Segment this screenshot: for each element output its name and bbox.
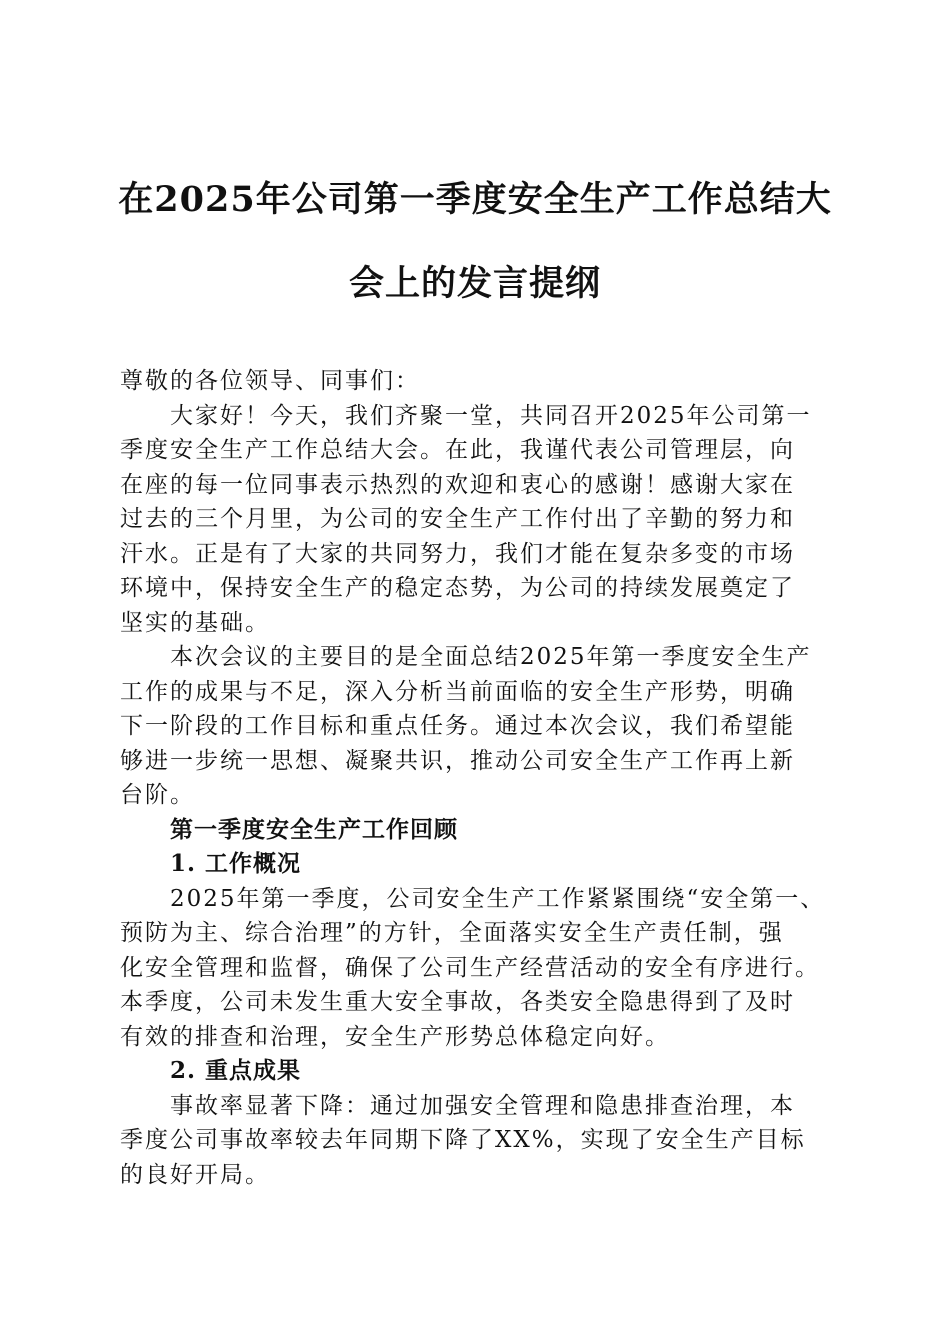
subsection-heading-results: 2. 重点成果	[170, 1057, 302, 1084]
paragraph-line: 事故率显著下降：通过加强安全管理和隐患排查治理，本	[170, 1092, 795, 1119]
section-heading: 第一季度安全生产工作回顾	[170, 815, 458, 843]
paragraph-line: 化安全管理和监督，确保了公司生产经营活动的安全有序进行。	[120, 954, 820, 981]
paragraph-line: 工作的成果与不足，深入分析当前面临的安全生产形势，明确	[120, 678, 795, 705]
paragraph-line: 过去的三个月里，为公司的安全生产工作付出了辛勤的努力和	[120, 506, 795, 532]
document-body	[120, 364, 825, 1192]
paragraph-line: 汗水。正是有了大家的共同努力，我们才能在复杂多变的市场	[120, 540, 795, 567]
paragraph-line: 台阶。	[120, 782, 195, 808]
paragraph-line: 本次会议的主要目的是全面总结2025年第一季度安全生产	[170, 644, 812, 670]
paragraph-purpose	[120, 640, 825, 813]
paragraph-line: 下一阶段的工作目标和重点任务。通过本次会议，我们希望能	[120, 713, 795, 739]
paragraph-line: 在座的每一位同事表示热烈的欢迎和衷心的感谢！感谢大家在	[120, 471, 795, 498]
paragraph-line: 预防为主、综合治理”的方针，全面落实安全生产责任制，强	[120, 920, 784, 946]
document-title	[100, 158, 850, 326]
paragraph-line: 本季度，公司未发生重大安全事故，各类安全隐患得到了及时	[120, 989, 795, 1015]
paragraph-line: 2025年第一季度，公司安全生产工作紧紧围绕“安全第一、	[170, 885, 826, 912]
paragraph-line: 大家好！今天，我们齐聚一堂，共同召开2025年公司第一	[170, 402, 812, 429]
paragraph-line: 环境中，保持安全生产的稳定态势，为公司的持续发展奠定了	[120, 575, 795, 601]
title-line: 会上的发言提纲	[348, 263, 601, 304]
paragraph-line: 季度安全生产工作总结大会。在此，我谨代表公司管理层，向	[120, 437, 795, 463]
paragraph-overview	[120, 882, 825, 1055]
subsection-heading-overview: 1. 工作概况	[170, 850, 302, 877]
paragraph-line: 季度公司事故率较去年同期下降了XX%，实现了安全生产目标	[120, 1127, 806, 1153]
paragraph-line: 有效的排查和治理，安全生产形势总体稳定向好。	[120, 1023, 670, 1050]
paragraph-results	[120, 1089, 825, 1193]
title-line: 在2025年公司第一季度安全生产工作总结大	[118, 179, 832, 220]
paragraph-line: 的良好开局。	[120, 1161, 270, 1188]
paragraph-opening	[120, 399, 825, 641]
greeting: 尊敬的各位领导、同事们：	[120, 368, 420, 394]
paragraph-line: 坚实的基础。	[120, 609, 270, 636]
paragraph-line: 够进一步统一思想、凝聚共识，推动公司安全生产工作再上新	[120, 747, 795, 774]
